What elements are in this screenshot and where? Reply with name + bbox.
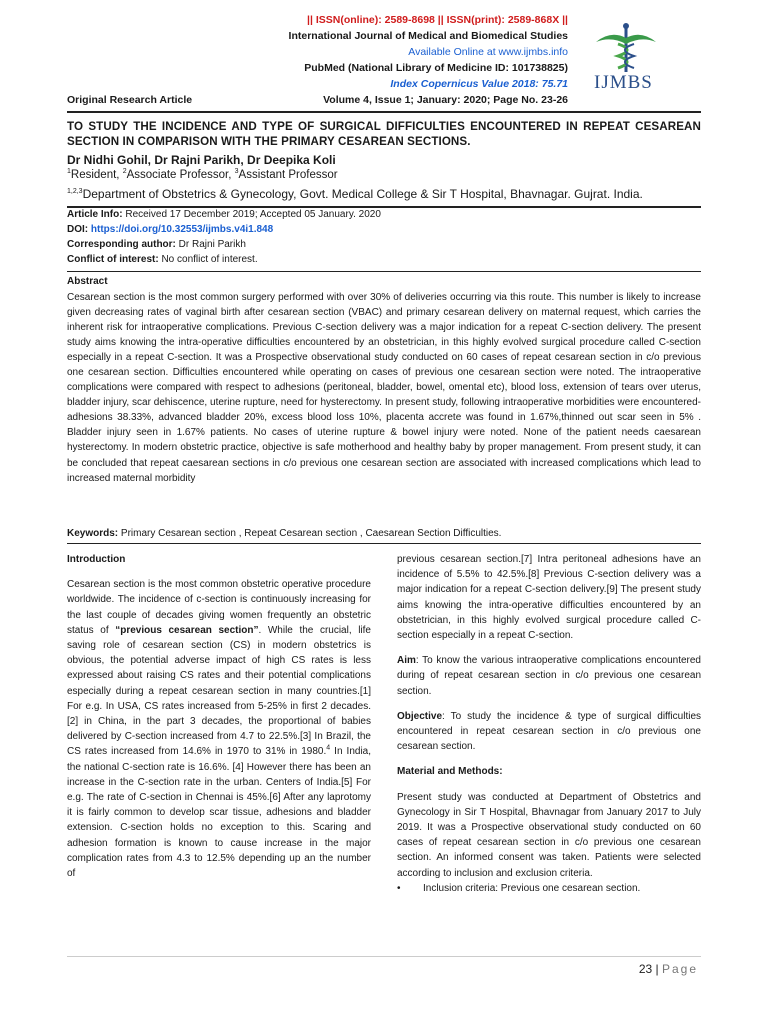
pubmed-id: PubMed (National Library of Medicine ID: 101738825) [304, 62, 568, 74]
keywords-value: Primary Cesarean section , Repeat Cesarean section , Caesarean Section Difficulties. [118, 528, 502, 539]
volume-info: Volume 4, Issue 1; January: 2020; Page No. 23-26 [323, 94, 568, 106]
page-separator: | [652, 962, 662, 976]
abstract-text: Cesarean section is the most common surgery performed with over 30% of deliveries occurring via this route. This number is likely to increase given decreasing rates of vaginal birth after cesarean section (VBAC) and primary cesarean delivery on maternal request, which carries the inherent risk for intraoperative complications. Previous C-section delivery was a major indication for a repeat C-section delivery. The present study aims knowing the intra-operative difficulties encountered by an obstetrician, in this highly evolved surgical procedure called C-section especially in a repeat C-section. It was a Prospective observational study conducted on 60 cases of repeat cesarean section in c/o previous one cesarean section. Difficulties encountered while operating on cases of previous one cesarean section were noted. The intraoperative complications were compared with respect to adhesions (peritoneal, bladder, bowel, omental etc), blood loss, extension of tears over uterus, bladder injury, scar dehiscence, uterine rupture, need for hysterectomy. In present study, following intraoperative morbidities were encountered- adhesions 38.33%, advanced bladder 20%, excess blood loss 10%, placenta accrete was found in 1.67%,thinned out scar seen in 5% . Bladder injury seen in 1.67% patients. No cases of uterine rupture & bowel injury were noted. None of the patient needs caesarean hysterectomy. In modern obstetric practice, objective is safe motherhood and healthy baby by proper management. From present study, it can be concluded that repeat caesarean sections in c/o previous one cesarean section are associated with increased complications which lead to increased maternal morbidity [67, 292, 701, 484]
methods-heading: Material and Methods: [397, 766, 503, 778]
info-value: Received 17 December 2019; Accepted 05 January. 2020 [122, 209, 381, 220]
inclusion-bullet [397, 881, 701, 896]
aim-text: : To know the various intraoperative complications encountered during of repeat cesarean section in c/o previous one cesarean section. [397, 655, 701, 697]
aim-paragraph [397, 653, 701, 699]
aim-label: Aim [397, 655, 416, 667]
page-label: Page [661, 962, 698, 976]
corresponding-author [67, 239, 246, 250]
conflict-of-interest [67, 254, 258, 265]
footer-divider [67, 956, 701, 957]
article-info [67, 209, 381, 220]
corr-value: Dr Rajni Parikh [175, 239, 246, 250]
corr-label: Corresponding author: [67, 239, 176, 250]
journal-name: International Journal of Medical and Biomedical Studies [288, 30, 568, 42]
role-2: Associate Professor, [126, 169, 235, 181]
intro-text-c: . While the crucial, life saving role of cesarean section (CS) in modern obstetrics is obvious, the potential adverse impact of high CS rates is less expressed about raising CS rates and their potential complications especially during a repeat cesarean section in many countries.[1] For e.g. In USA, CS rates increased from 5-25% in first 2 decades.[2] in China, in the part 3 decades, the proportional of babies delivered by C-section increased from 4.7 to 22.5%.[3] In Brazil, the CS rates increased from 14.6% in 1970 to 31% in 1980. [67, 624, 371, 758]
conflict-value: No conflict of interest. [158, 254, 258, 265]
info-label: Article Info: [67, 209, 123, 220]
author-roles: $^1$Resident, $^2$Associate Professor, $^3$Assistant Professor [67, 168, 338, 181]
right-paragraph-1: previous cesarean section.[7] Intra peritoneal adhesions have an incidence of 5.5% to 42.5%.[8] Previous C-section delivery was a major indication for a repeat C-section delivery.[9] The present study aims knowing the intra-operative difficulties encountered by an obstetrician, in this highly evolved surgical procedure called C-section especially in a repeat C-section. [397, 554, 701, 642]
intro-paragraph [67, 577, 371, 881]
department [67, 187, 643, 201]
conflict-label: Conflict of interest: [67, 254, 159, 265]
info-divider [67, 271, 701, 272]
bullet-text: Inclusion criteria: Previous one cesarean section. [423, 882, 641, 894]
keywords [67, 528, 501, 539]
dept-text: Department of Obstetrics & Gynecology, Govt. Medical College & Sir T Hospital, Bhavnagar. Gujrat. India. [82, 187, 643, 201]
objective-paragraph [397, 709, 701, 755]
left-column [67, 552, 371, 881]
keywords-label: Keywords: [67, 528, 119, 539]
authors: Dr Nidhi Gohil, Dr Rajni Parikh, Dr Deepika Koli [67, 153, 336, 167]
title-divider [67, 206, 701, 208]
article-title: TO STUDY THE INCIDENCE AND TYPE OF SURGICAL DIFFICULTIES ENCOUNTERED IN REPEAT CESAREAN SECTION IN COMPARISON WITH THE PRIMARY CESAREAN SECTIONS. [67, 120, 701, 148]
objective-text: : To study the incidence & type of surgical difficulties encountered in repeat cesarean section in c/o previous one cesarean section. [397, 710, 701, 753]
doi-link[interactable]: https://doi.org/10.32553/ijmbs.v4i1.848 [88, 224, 274, 235]
objective-label: Objective [397, 710, 443, 722]
index-copernicus: Index Copernicus Value 2018: 75.71 [390, 78, 568, 90]
doi [67, 224, 273, 235]
doi-label: DOI: [67, 224, 89, 235]
issn-line [307, 14, 568, 26]
header-divider [67, 111, 701, 113]
intro-text-b: “previous cesarean section” [115, 624, 259, 636]
abstract-divider [67, 543, 701, 544]
available-online[interactable]: Available Online at www.ijmbs.info [408, 46, 568, 58]
abstract-heading: Abstract [67, 276, 108, 287]
role-1: Resident, [70, 169, 123, 181]
intro-heading: Introduction [67, 554, 126, 565]
logo-text: IJMBS [594, 72, 653, 93]
methods-text: Present study was conducted at Department of Obstetrics and Gynecology in Sir T Hospital, Bhavnagar from January 2017 to July 2019. It was a Prospective observational study conducted on 60 cases of repeat cesarean section in c/o previous one cesarean section. An informed consent was taken. Patients were selected according to inclusion and exclusion criteria. [397, 791, 701, 879]
intro-text-d: In India, the national C-section rate is 16.6%. [4] However there has been an increase in the C-section rate in the urban. Centers of India.[5] For e.g. The rate of C-section in Chennai is 45%.[6] After any laprotomy it is fairly common to develop scar tissue, adhesions and bladder extension. C-section holds no exception to this. Scaring and adhesion formation is known to cause increase in the major complication rates from 4.3 to 12.5% depending up an the number of [67, 746, 372, 880]
bullet-mark: • [397, 882, 401, 894]
page-number-value: 23 [638, 962, 653, 976]
role-3: Assistant Professor [238, 169, 338, 181]
right-column [397, 552, 701, 896]
intro-text-a: Cesarean section is the most common obstetric operative procedure worldwide. The incidence of c-section is continuously increasing for the last couple of decades giving women frequently an obstetric status of [67, 579, 371, 636]
intro-sup: 4 [326, 745, 331, 753]
article-type: Original Research Article [67, 94, 193, 106]
page-number [639, 962, 698, 976]
dept-sup: 1,2,3 [67, 188, 83, 195]
issn-text: || ISSN(online): 2589-8698 || ISSN(print): 2589-868X || [307, 14, 568, 26]
